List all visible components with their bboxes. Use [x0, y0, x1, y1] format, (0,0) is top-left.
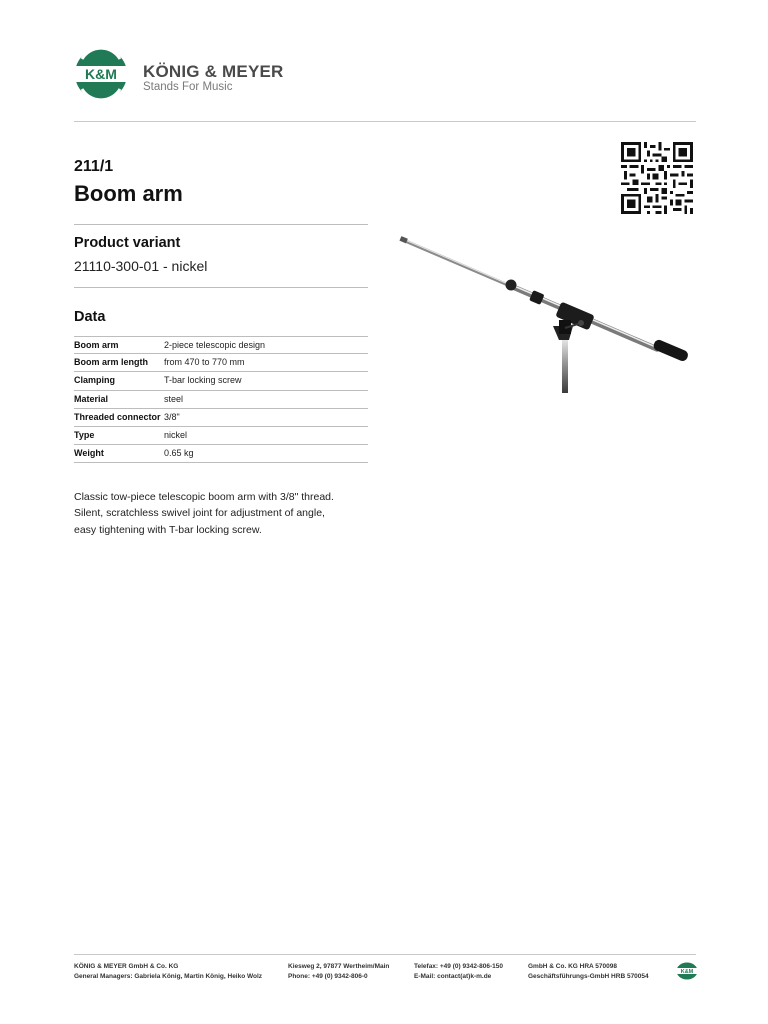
spec-value: steel [164, 393, 184, 404]
footer-address: Kiesweg 2, 97877 Wertheim/Main [288, 963, 390, 970]
footer-divider [74, 954, 696, 955]
spec-key: Material [74, 393, 109, 404]
product-image [395, 228, 695, 393]
spec-key: Type [74, 429, 95, 440]
spec-row [74, 409, 368, 427]
product-description [74, 489, 364, 538]
spec-key: Weight [74, 448, 104, 459]
divider [74, 287, 368, 288]
spec-key: Threaded connector [74, 411, 161, 422]
spec-row [74, 427, 368, 445]
brand-tagline: Stands For Music [143, 81, 233, 93]
spec-value: 3/8" [164, 411, 180, 422]
footer-company: KÖNIG & MEYER GmbH & Co. KG [74, 963, 179, 970]
spec-row [74, 372, 368, 390]
description-line: Classic tow-piece telescopic boom arm with 3/8" thread. [74, 491, 334, 503]
data-heading: Data [74, 309, 106, 325]
spec-value: from 470 to 770 mm [164, 357, 245, 368]
description-line: easy tightening with T-bar locking screw. [74, 523, 262, 536]
spec-row [74, 354, 368, 372]
spec-key: Boom arm [74, 340, 119, 350]
page-title: Boom arm [74, 181, 183, 206]
spec-key: Clamping [74, 375, 116, 386]
spec-table [74, 336, 368, 463]
spec-row [74, 445, 368, 463]
spec-value: nickel [164, 429, 188, 440]
footer-register: GmbH & Co. KG HRA 570098 [528, 963, 617, 970]
spec-value: 0.65 kg [164, 448, 194, 459]
qr-code[interactable] [619, 142, 695, 214]
footer-logo-icon [676, 962, 698, 980]
spec-row [74, 336, 368, 354]
variant-value: 21110-300-01 - nickel [74, 258, 208, 274]
spec-key: Boom arm length [74, 357, 149, 368]
brand-name: KÖNIG & MEYER [143, 62, 284, 81]
footer-phone: Phone: +49 (0) 9342-806-0 [288, 973, 368, 980]
spec-value: 2-piece telescopic design [164, 340, 266, 350]
footer-email: E-Mail: contact(at)k-m.de [414, 973, 492, 980]
km-logo [74, 47, 128, 101]
spec-row [74, 391, 368, 409]
footer-fax: Telefax: +49 (0) 9342-806-150 [414, 963, 503, 970]
article-number: 211/1 [74, 158, 114, 175]
footer-register: Geschäftsführungs-GmbH HRB 570054 [528, 973, 649, 980]
variant-heading: Product variant [74, 235, 181, 251]
logo-text: K&M [85, 66, 117, 82]
description-line: Silent, scratchless swivel joint for adjustment of angle, [74, 507, 325, 520]
footer-managers: General Managers: Gabriela König, Martin König, Heiko Wolz [74, 973, 263, 980]
spec-value: T-bar locking screw [164, 375, 242, 386]
footer-logo-text: K&M [680, 969, 694, 975]
header-divider [74, 121, 696, 122]
divider [74, 224, 368, 225]
